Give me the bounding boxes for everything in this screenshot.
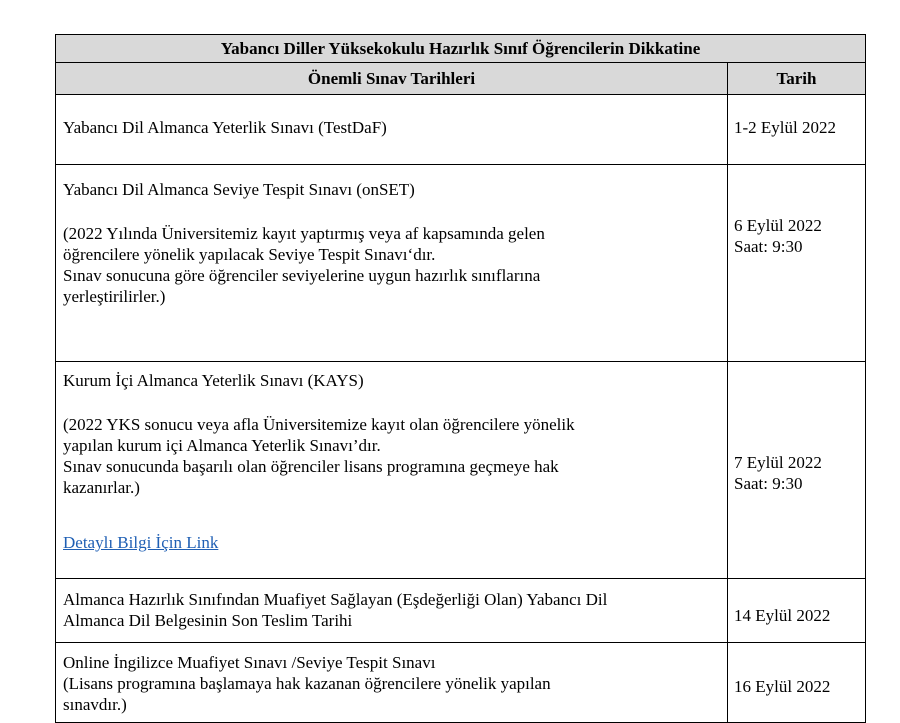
header-date: Tarih bbox=[776, 69, 817, 88]
exam-name: Almanca Hazırlık Sınıfından Muafiyet Sağlayan (Eşdeğerliği Olan) Yabancı Dil bbox=[63, 590, 608, 609]
exam-date: 6 Eylül 2022 bbox=[734, 216, 822, 235]
exam-cell bbox=[56, 165, 728, 361]
exam-description-line: kazanırlar.) bbox=[63, 478, 140, 497]
header-date-cell bbox=[728, 63, 865, 94]
exam-cell bbox=[56, 95, 728, 164]
date-cell bbox=[728, 165, 865, 361]
exam-cell bbox=[56, 362, 728, 578]
exam-time: Saat: 9:30 bbox=[734, 474, 803, 493]
exam-description-line: Sınav sonucuna göre öğrenciler seviyelerine uygun hazırlık sınıflarına bbox=[63, 266, 541, 285]
details-link[interactable]: Detaylı Bilgi İçin Link bbox=[63, 533, 219, 552]
table-row bbox=[55, 643, 866, 723]
exam-description-line: öğrencilere yönelik yapılacak Seviye Tespit Sınavı‘dır. bbox=[63, 245, 436, 264]
date-cell bbox=[728, 362, 865, 578]
table-row bbox=[55, 579, 866, 643]
exam-description-line: (2022 Yılında Üniversitemiz kayıt yaptırmış veya af kapsamında gelen bbox=[63, 224, 545, 243]
table-title: Yabancı Diller Yüksekokulu Hazırlık Sınıf Öğrencilerin Dikkatine bbox=[220, 39, 701, 58]
exam-date: 14 Eylül 2022 bbox=[734, 606, 831, 625]
table-row bbox=[55, 165, 866, 362]
exam-name-line: Almanca Dil Belgesinin Son Teslim Tarihi bbox=[63, 611, 353, 630]
exam-description-line: yerleştirilirler.) bbox=[63, 287, 166, 306]
exam-name: Kurum İçi Almanca Yeterlik Sınavı (KAYS) bbox=[63, 371, 364, 390]
exam-date: 7 Eylül 2022 bbox=[734, 453, 822, 472]
exam-date: 1-2 Eylül 2022 bbox=[734, 118, 836, 137]
table-row bbox=[55, 95, 866, 165]
exam-description-line: (Lisans programına başlamaya hak kazanan öğrencilere yönelik yapılan bbox=[63, 674, 551, 693]
exam-cell bbox=[56, 643, 728, 722]
exam-name: Yabancı Dil Almanca Seviye Tespit Sınavı (onSET) bbox=[63, 180, 415, 199]
header-exams-cell bbox=[56, 63, 728, 94]
exam-date: 16 Eylül 2022 bbox=[734, 677, 831, 696]
exam-description-line: Sınav sonucunda başarılı olan öğrenciler lisans programına geçmeye hak bbox=[63, 457, 559, 476]
exam-name: Online İngilizce Muafiyet Sınavı /Seviye Tespit Sınavı bbox=[63, 653, 436, 672]
exam-name: Yabancı Dil Almanca Yeterlik Sınavı (TestDaF) bbox=[63, 118, 387, 137]
exam-description-line: sınavdır.) bbox=[63, 695, 127, 714]
table-title-row bbox=[55, 34, 866, 63]
exam-description-line: yapılan kurum içi Almanca Yeterlik Sınavı’dır. bbox=[63, 436, 381, 455]
exam-description-line: (2022 YKS sonucu veya afla Üniversitemize kayıt olan öğrencilere yönelik bbox=[63, 415, 575, 434]
date-cell bbox=[728, 579, 865, 642]
date-cell bbox=[728, 643, 865, 722]
exam-time: Saat: 9:30 bbox=[734, 237, 803, 256]
exam-cell bbox=[56, 579, 728, 642]
table-header-row bbox=[55, 63, 866, 95]
table-row bbox=[55, 362, 866, 579]
header-exams: Önemli Sınav Tarihleri bbox=[307, 69, 476, 88]
date-cell bbox=[728, 95, 865, 164]
